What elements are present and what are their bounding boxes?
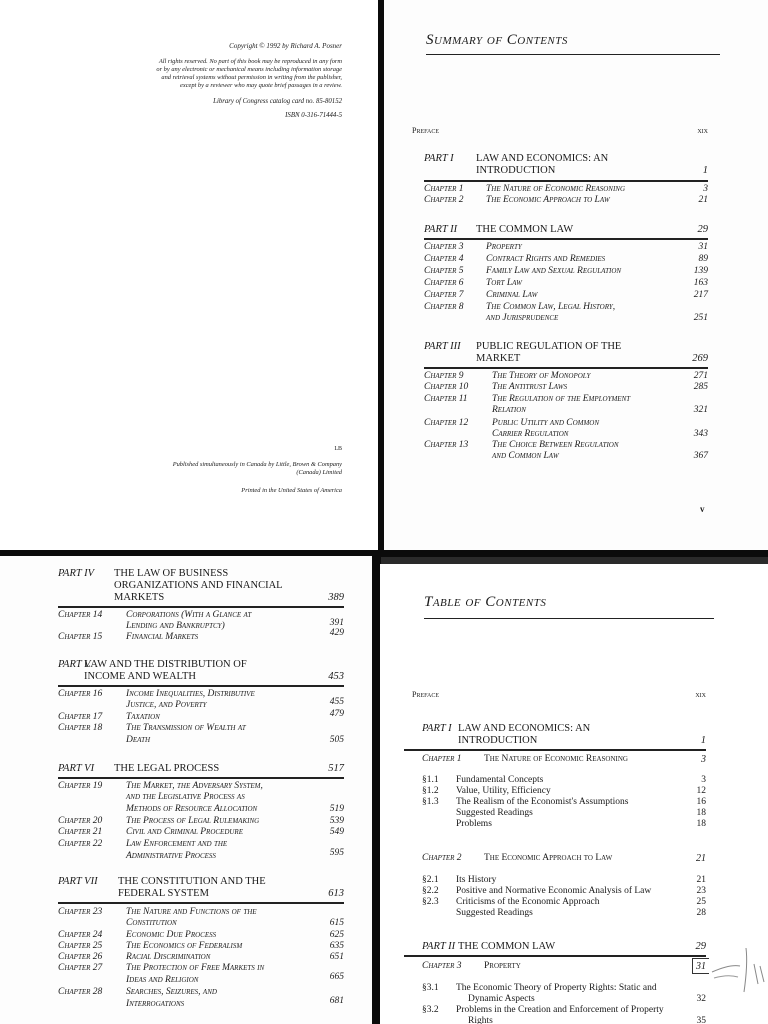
summary-block: PART I LAW AND ECONOMICS: AN INTRODUCTION 1 Chapter 1 The Nature of Economic Reasoning 3 Chapter 2 The Economic Approach to Law 21 PART II THE COMMON LAW 29 Chapter 3 Property 31 Chapter 4 Contract Rights and Remedies 89 Chapter 5 Family Law and Sexual Regulation 139 Chapter 6 Tort Law 163 Chapter 7 Criminal Law 217 Chapter 8 The Common Law, Legal History, and Jurisprudence 251 PART III PUBLIC REGULATION OF THE MARKET 269 Chapter 9 The Theory of Monopoly 271 Chapter 10 The Antitrust Laws 285 Chapter 11 The Regulation of the Employment Relation 321 Chapter 12 Public Utility and Common Carrier Regulation 343 Chapter 13 The Choice Between Regulation and Common Law 367 xyxy=(424,153,708,461)
preface-page: xix xyxy=(697,126,708,135)
page-folio: v xyxy=(700,504,705,514)
part-6-rule xyxy=(58,777,344,779)
published-line-2: (Canada) Limited xyxy=(296,469,342,476)
rights-line-4: except by a reviewer who may quote brief passages in a review. xyxy=(180,82,342,89)
preface-label: Preface xyxy=(412,126,440,135)
preface-label: Preface xyxy=(412,690,440,699)
table-of-contents-page xyxy=(380,564,768,1024)
summary-continued-page xyxy=(0,556,372,1024)
rights-line-2: or by any electronic or mechanical means including information storage xyxy=(156,66,342,73)
preface-page: xix xyxy=(695,690,706,699)
copyright-line: Copyright © 1992 by Richard A. Posner xyxy=(229,42,342,50)
binding-bar-horizontal-right xyxy=(381,557,768,564)
part-2-rule xyxy=(424,238,708,240)
part-2-rule xyxy=(404,955,706,957)
part-7-rule xyxy=(58,902,344,904)
lccn: Library of Congress catalog card no. 85-80152 xyxy=(213,98,342,105)
summary-of-contents-page xyxy=(384,0,768,550)
page-title: Table of Contents xyxy=(424,594,547,610)
printer-mark: LB xyxy=(334,446,342,452)
part-1-rule xyxy=(424,180,708,182)
rights-line-3: and retrieval systems without permission in writing from the publisher, xyxy=(161,74,342,81)
published-line-1: Published simultaneously in Canada by Little, Brown & Company xyxy=(172,461,342,468)
summary-continued-block: PART IV THE LAW OF BUSINESS ORGANIZATIONS AND FINANCIAL MARKETS 389 Chapter 14 Corporations (With a Glance at Lending and Bankruptcy) 391 Chapter 15 Financial Markets 429 PART V LAW AND THE DISTRIBUTION OF INCOME AND WEALTH 453 Chapter 16 Income Inequalities, Distributive Justice, and Poverty 455 Chapter 17 Taxation 479 Chapter 18 The Transmission of Wealth at Death 505 PART VI THE LEGAL PROCESS 517 Chapter 19 The Market, the Adversary System, and the Legislative Process as Methods of Resource Allocation 519 Chapter 20 The Process of Legal Rulemaking 539 Chapter 21 Civil and Criminal Procedure 549 Chapter 22 Law Enforcement and the Administrative Process 595 PART VII THE CONSTITUTION AND THE FEDERAL SYSTEM 613 Chapter 23 The Nature and Functions of the Constitution 615 Chapter 24 Economic Due Process 625 Chapter 25 The Economics of Federalism 635 Chapter 26 Racial Discrimination 651 Chapter 27 The Protection of Free Markets in Ideas and Religion 665 Chapter 28 Searches, Seizures, and Interrogations 681 xyxy=(58,568,344,1009)
rights-line-1: All rights reserved. No part of this book may be reproduced in any form xyxy=(158,58,342,65)
page-31-box xyxy=(692,958,709,974)
copyright-page xyxy=(0,0,378,550)
part-3-rule xyxy=(424,367,708,369)
part-4-rule xyxy=(58,606,344,608)
toc-block: PART I LAW AND ECONOMICS: AN INTRODUCTION 1 Chapter 1 The Nature of Economic Reasoning 3 §1.1 Fundamental Concepts 3 §1.2 Value, Utility, Efficiency 12 §1.3 The Realism of the Economist's Assumptions 16 Suggested Readings 18 Problems 18 Chapter 2 The Economic Approach to Law 21 §2.1 Its History 21 §2.2 Positive and Normative Economic Analysis of Law 23 §2.3 Criticisms of the Economic Approach 25 Suggested Readings 28 PART II THE COMMON LAW 29 Chapter 3 Property 31 §3.1 The Economic Theory of Property Rights: Static and Dynamic Aspects 32 §3.2 Problems in the Creation and Enforcement of Property Rights 35 xyxy=(422,564,706,1024)
isbn: ISBN 0-316-71444-5 xyxy=(285,112,342,119)
part-5-rule xyxy=(58,685,344,687)
printed-line: Printed in the United States of America xyxy=(241,487,342,494)
pencil-annotation-icon xyxy=(710,944,768,1004)
page-title: Summary of Contents xyxy=(426,32,568,48)
part-1-rule xyxy=(404,749,706,751)
